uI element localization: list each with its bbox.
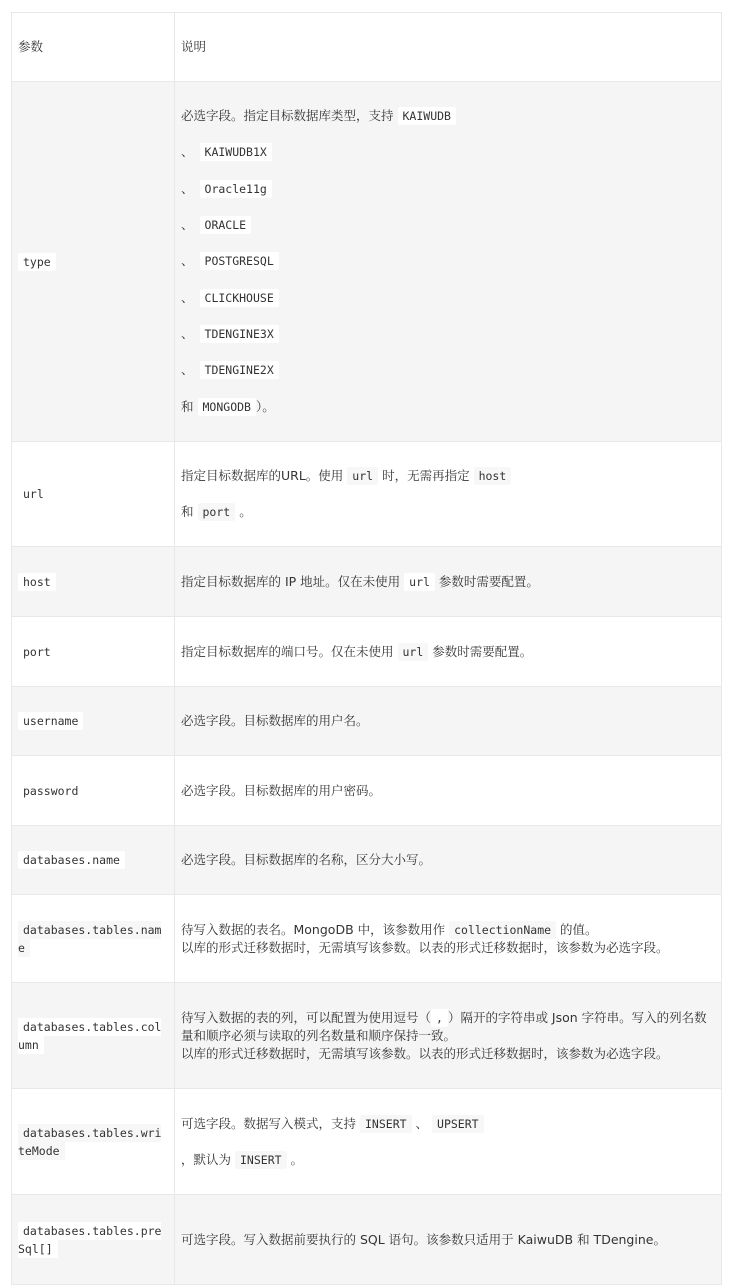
param-name-cell (12, 82, 175, 442)
desc-line: 待写入数据的表名。MongoDB 中，该参数用作 collectionName 的值。 (181, 921, 598, 937)
table-row (12, 983, 722, 1089)
param-name-cell (12, 547, 175, 617)
type-value: TDENGINE2X (200, 361, 279, 379)
table-row (12, 547, 722, 617)
desc-line: 、 ORACLE (181, 207, 715, 243)
desc-line: 、 POSTGRESQL (181, 243, 715, 279)
inline-code: INSERT (360, 1115, 412, 1133)
desc-line: 、 TDENGINE2X (181, 352, 715, 388)
table-row (12, 826, 722, 895)
inline-code: port (198, 503, 236, 521)
param-name: databases.tables.preSql[] (18, 1223, 162, 1256)
param-name-cell (12, 895, 175, 983)
header-description: 说明 (175, 13, 722, 82)
table-row (12, 895, 722, 983)
param-name-cell (12, 1089, 175, 1195)
desc-line: 和 port 。 (181, 504, 252, 519)
desc-line: 、 Oracle11g (181, 171, 715, 207)
param-desc-cell: 指定目标数据库的 IP 地址。仅在未使用 url 参数时需要配置。 (175, 547, 722, 617)
param-name: username (18, 712, 83, 730)
param-name: databases.tables.column (18, 1019, 162, 1052)
param-name: databases.tables.writeMode (18, 1125, 162, 1158)
desc-line: 以库的形式迁移数据时，无需填写该参数。以表的形式迁移数据时，该参数为必选字段。 (181, 939, 669, 955)
type-value: CLICKHOUSE (200, 289, 279, 307)
param-name-cell (12, 617, 175, 687)
header-param: 参数 (12, 13, 175, 82)
param-name-cell (12, 983, 175, 1089)
type-value: POSTGRESQL (200, 252, 279, 270)
param-name: type (18, 253, 56, 271)
param-name: databases.tables.name (18, 922, 162, 955)
param-name: password (23, 783, 79, 798)
type-value: TDENGINE3X (200, 325, 279, 343)
param-desc-cell (175, 895, 722, 983)
param-name-cell (12, 1195, 175, 1285)
type-value: KAIWUDB (398, 107, 456, 125)
param-desc-cell: 必选字段。目标数据库的名称，区分大小写。 (175, 826, 722, 895)
type-value: MONGODB (198, 398, 256, 416)
param-table (11, 12, 722, 1285)
table-row (12, 82, 722, 442)
desc-line: 指定目标数据库的URL。使用 url 时，无需再指定 host (181, 458, 715, 494)
type-value: Oracle11g (200, 180, 272, 198)
table-row (12, 687, 722, 756)
desc-line: 、 KAIWUDB1X (181, 134, 715, 170)
param-name: url (23, 487, 44, 501)
inline-code: INSERT (235, 1151, 287, 1169)
param-desc-cell: 指定目标数据库的端口号。仅在未使用 url 参数时需要配置。 (175, 617, 722, 687)
table-row (12, 756, 722, 826)
desc-line: ，默认为 INSERT 。 (181, 1151, 304, 1167)
inline-code: url (347, 467, 378, 485)
param-table-container (11, 12, 721, 1285)
param-desc-cell: 必选字段。目标数据库的用户密码。 (175, 756, 722, 826)
inline-code: collectionName (449, 921, 556, 939)
inline-code: url (404, 573, 435, 591)
param-name: host (18, 573, 56, 591)
type-value: KAIWUDB1X (200, 143, 272, 161)
inline-code: UPSERT (432, 1115, 484, 1133)
desc-line: 和 MONGODB ）。 (181, 398, 275, 414)
param-desc-cell (175, 82, 722, 442)
table-row (12, 1089, 722, 1195)
desc-line: 必选字段。指定目标数据库类型，支持 KAIWUDB (181, 98, 715, 134)
param-desc-cell (175, 442, 722, 547)
table-row (12, 617, 722, 687)
inline-code: url (398, 643, 429, 661)
param-name-cell (12, 442, 175, 547)
param-desc-cell (175, 983, 722, 1089)
param-name-cell (12, 687, 175, 756)
table-row (12, 1195, 722, 1285)
param-desc-cell (175, 1089, 722, 1195)
param-desc-cell: 可选字段。写入数据前要执行的 SQL 语句。该参数只适用于 KaiwuDB 和 TDengine。 (175, 1195, 722, 1285)
table-row (12, 442, 722, 547)
desc-line: 可选字段。数据写入模式，支持 INSERT 、 UPSERT (181, 1106, 715, 1142)
desc-line: 、 CLICKHOUSE (181, 280, 715, 316)
table-header-row (12, 13, 722, 82)
param-name: databases.name (18, 851, 125, 869)
desc-line: 待写入数据的表的列，可以配置为使用逗号（ , ）隔开的字符串或 Json 字符串。写入的列名数量和顺序必须与读取的列名数量和顺序保持一致。 (181, 1009, 707, 1043)
desc-line: 以库的形式迁移数据时，无需填写该参数。以表的形式迁移数据时，该参数为必选字段。 (181, 1045, 669, 1061)
inline-code: , (431, 1009, 448, 1027)
param-name: port (23, 644, 51, 659)
desc-line: 、 TDENGINE3X (181, 316, 715, 352)
param-name-cell (12, 756, 175, 826)
type-value: ORACLE (200, 216, 252, 234)
inline-code: host (474, 467, 512, 485)
param-name-cell (12, 826, 175, 895)
param-desc-cell: 必选字段。目标数据库的用户名。 (175, 687, 722, 756)
